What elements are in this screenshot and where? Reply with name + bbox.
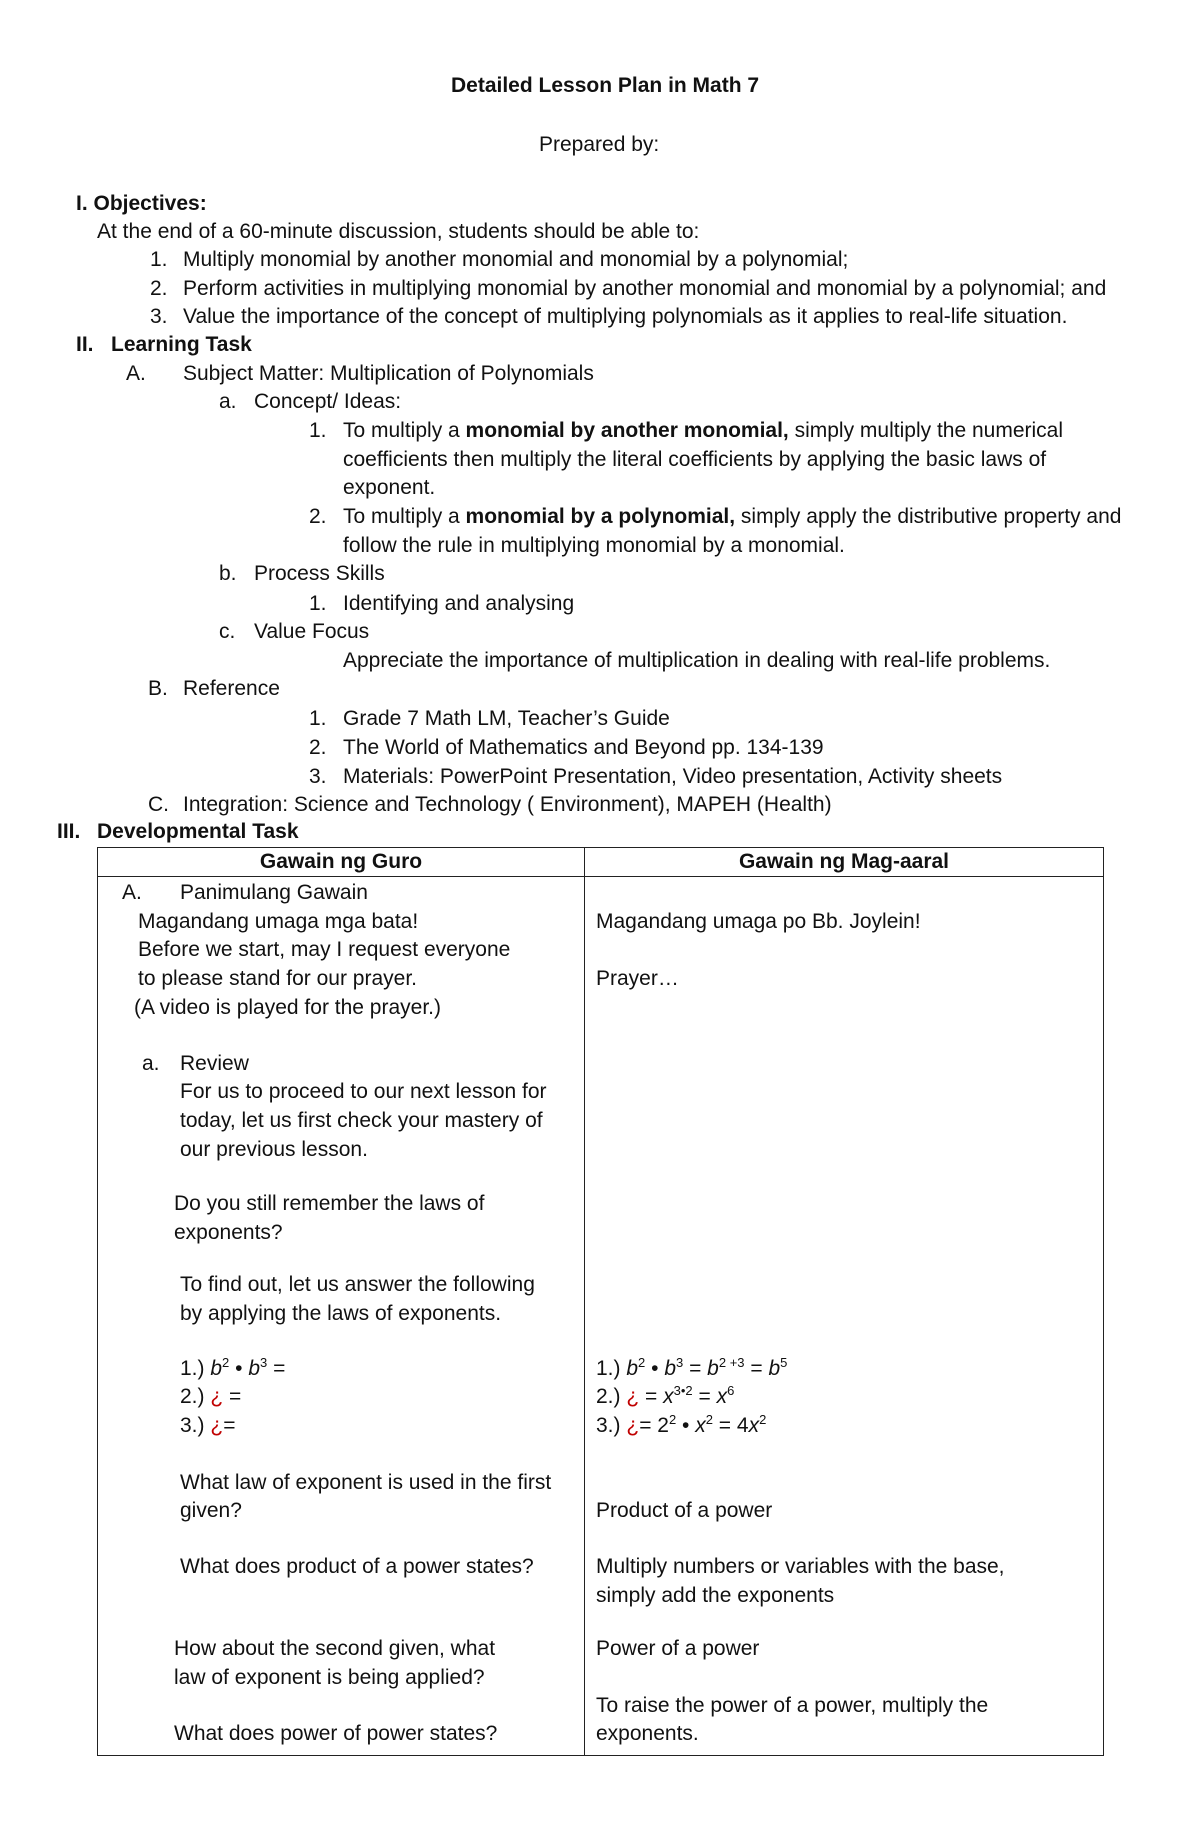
student-prayer: Prayer…: [596, 967, 679, 990]
problem-1: 1.) $b^2$ • $b^3$ =: [180, 1355, 286, 1380]
learning-task-num: II.: [76, 333, 94, 356]
concept-item-1-line3: exponent.: [343, 476, 436, 499]
value-focus-heading: Value Focus: [254, 620, 370, 643]
review-label: a.: [142, 1052, 160, 1075]
teacher-line: For us to proceed to our next lesson for: [180, 1080, 547, 1103]
student-cell: [585, 877, 1104, 1756]
teacher-column-header: Gawain ng Guro: [98, 848, 585, 877]
teacher-greeting: Magandang umaga mga bata!: [138, 910, 419, 933]
process-skills-heading: Process Skills: [254, 562, 385, 585]
integration-label: C.: [148, 793, 169, 816]
objective-item: Value the importance of the concept of multiplying polynomials as it applies to real-life situation.: [183, 305, 1068, 328]
reference-num: 3.: [309, 765, 327, 788]
student-greeting: Magandang umaga po Bb. Joylein!: [596, 910, 921, 933]
student-answer: Multiply numbers or variables with the base,: [596, 1555, 1005, 1578]
teacher-line: law of exponent is being applied?: [174, 1666, 485, 1689]
developmental-num: III.: [57, 820, 81, 843]
developmental-table: [97, 847, 1104, 1756]
teacher-line: Before we start, may I request everyone: [138, 938, 511, 961]
reference-item: Materials: PowerPoint Presentation, Video presentation, Activity sheets: [343, 765, 1003, 788]
teacher-line: What does product of a power states?: [180, 1555, 534, 1578]
page-title: Detailed Lesson Plan in Math 7: [451, 74, 760, 97]
teacher-line: (A video is played for the prayer.): [134, 996, 441, 1019]
answer-1: 1.) $b^2$ • $b^3 = b^{2 +3} = b^5$: [596, 1355, 788, 1380]
student-answer: Power of a power: [596, 1637, 760, 1660]
answer-3: 3.) ¿= $2^2$ • $x^2 = 4x^2$: [596, 1412, 767, 1437]
problem-2: 2.) ¿ =: [180, 1385, 242, 1408]
learning-task-heading: Learning Task: [111, 333, 252, 356]
subject-matter-label: A.: [126, 362, 146, 385]
student-answer: exponents.: [596, 1722, 699, 1745]
reference-label: B.: [148, 677, 168, 700]
teacher-line: To find out, let us answer the following: [180, 1273, 535, 1296]
concept-item-2-line2: follow the rule in multiplying monomial by a monomial.: [343, 534, 845, 557]
developmental-heading: Developmental Task: [97, 820, 299, 843]
objective-num: 2.: [150, 277, 168, 300]
teacher-line: Do you still remember the laws of: [174, 1192, 485, 1215]
teacher-line: What law of exponent is used in the first: [180, 1471, 552, 1494]
teacher-line: What does power of power states?: [174, 1722, 498, 1745]
concept-item-2: To multiply a monomial by a polynomial, simply apply the distributive property and: [343, 505, 1122, 528]
reference-num: 1.: [309, 707, 327, 730]
teacher-line: today, let us first check your mastery of: [180, 1109, 543, 1132]
problem-3: 3.) ¿=: [180, 1414, 236, 1437]
reference-heading: Reference: [183, 677, 280, 700]
objective-item: Multiply monomial by another monomial and monomial by a polynomial;: [183, 248, 849, 271]
teacher-cell: [98, 877, 585, 1756]
concept-heading: Concept/ Ideas:: [254, 390, 402, 413]
integration: Integration: Science and Technology ( Environment), MAPEH (Health): [183, 793, 832, 816]
prepared-by: Prepared by:: [539, 133, 660, 156]
process-skills-label: b.: [219, 562, 237, 585]
concept-item-num: 1.: [309, 419, 327, 442]
student-answer: To raise the power of a power, multiply the: [596, 1694, 989, 1717]
answer-2: 2.) ¿ = $x^{3•2} = x^6$: [596, 1383, 735, 1408]
teacher-line: by applying the laws of exponents.: [180, 1302, 502, 1325]
value-focus-label: c.: [219, 620, 236, 643]
objective-num: 3.: [150, 305, 168, 328]
teacher-line: exponents?: [174, 1221, 283, 1244]
section-a-label: A.: [122, 881, 142, 904]
teacher-line: How about the second given, what: [174, 1637, 496, 1660]
teacher-line: our previous lesson.: [180, 1138, 368, 1161]
concept-item-num: 2.: [309, 505, 327, 528]
reference-item: The World of Mathematics and Beyond pp. 134-139: [343, 736, 824, 759]
section-a-title: Panimulang Gawain: [180, 881, 368, 904]
objectives-intro: At the end of a 60-minute discussion, students should be able to:: [97, 220, 700, 243]
objectives-heading: I. Objectives:: [76, 192, 207, 215]
concept-label: a.: [219, 390, 237, 413]
reference-num: 2.: [309, 736, 327, 759]
concept-item-1: To multiply a monomial by another monomial, simply multiply the numerical: [343, 419, 1064, 442]
student-answer: simply add the exponents: [596, 1584, 835, 1607]
value-focus-detail: Appreciate the importance of multiplication in dealing with real-life problems.: [343, 649, 1051, 672]
reference-item: Grade 7 Math LM, Teacher’s Guide: [343, 707, 670, 730]
objective-item: Perform activities in multiplying monomial by another monomial and monomial by a polynomial; and: [183, 277, 1107, 300]
process-skill-item: Identifying and analysing: [343, 592, 575, 615]
teacher-line: given?: [180, 1499, 242, 1522]
teacher-line: to please stand for our prayer.: [138, 967, 417, 990]
objective-num: 1.: [150, 248, 168, 271]
concept-item-1-line2: coefficients then multiply the literal coefficients by applying the basic laws of: [343, 448, 1047, 471]
student-answer: Product of a power: [596, 1499, 773, 1522]
process-skill-num: 1.: [309, 592, 327, 615]
subject-matter: Subject Matter: Multiplication of Polynomials: [183, 362, 594, 385]
review-title: Review: [180, 1052, 249, 1075]
student-column-header: Gawain ng Mag-aaral: [585, 848, 1104, 877]
